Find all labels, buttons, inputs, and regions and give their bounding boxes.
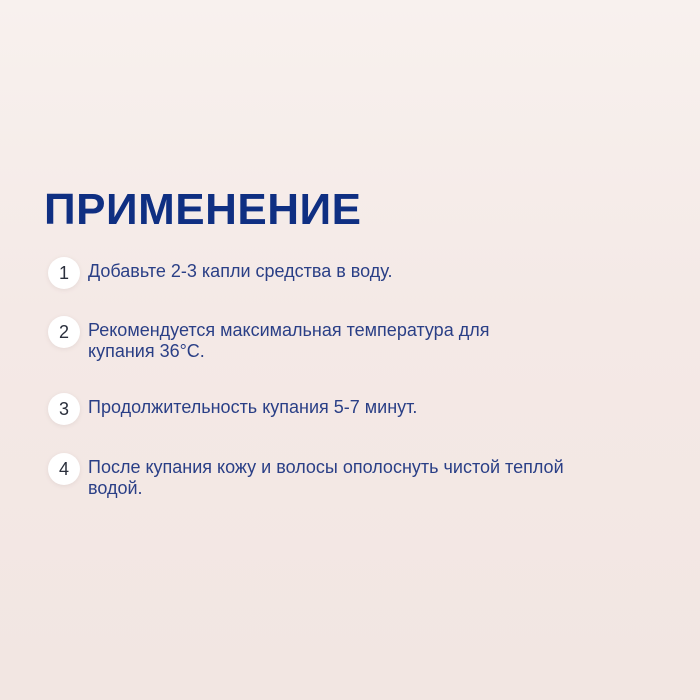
step-text: Добавьте 2-3 капли средства в воду. (88, 261, 393, 281)
step-text: Продолжительность купания 5-7 минут. (88, 397, 418, 417)
step-number-badge: 3 (48, 393, 80, 425)
page-title: ПРИМЕНЕНИЕ (44, 185, 362, 234)
step-text: После купания кожу и волосы ополоснуть чистой теплой водой. (88, 457, 564, 498)
step-number-badge: 1 (48, 257, 80, 289)
step-item-4 (48, 453, 668, 533)
step-text: Рекомендуется максимальная температура для купания 36°С. (88, 320, 490, 361)
step-number-badge: 2 (48, 316, 80, 348)
step-item-2 (48, 316, 668, 396)
step-number-badge: 4 (48, 453, 80, 485)
